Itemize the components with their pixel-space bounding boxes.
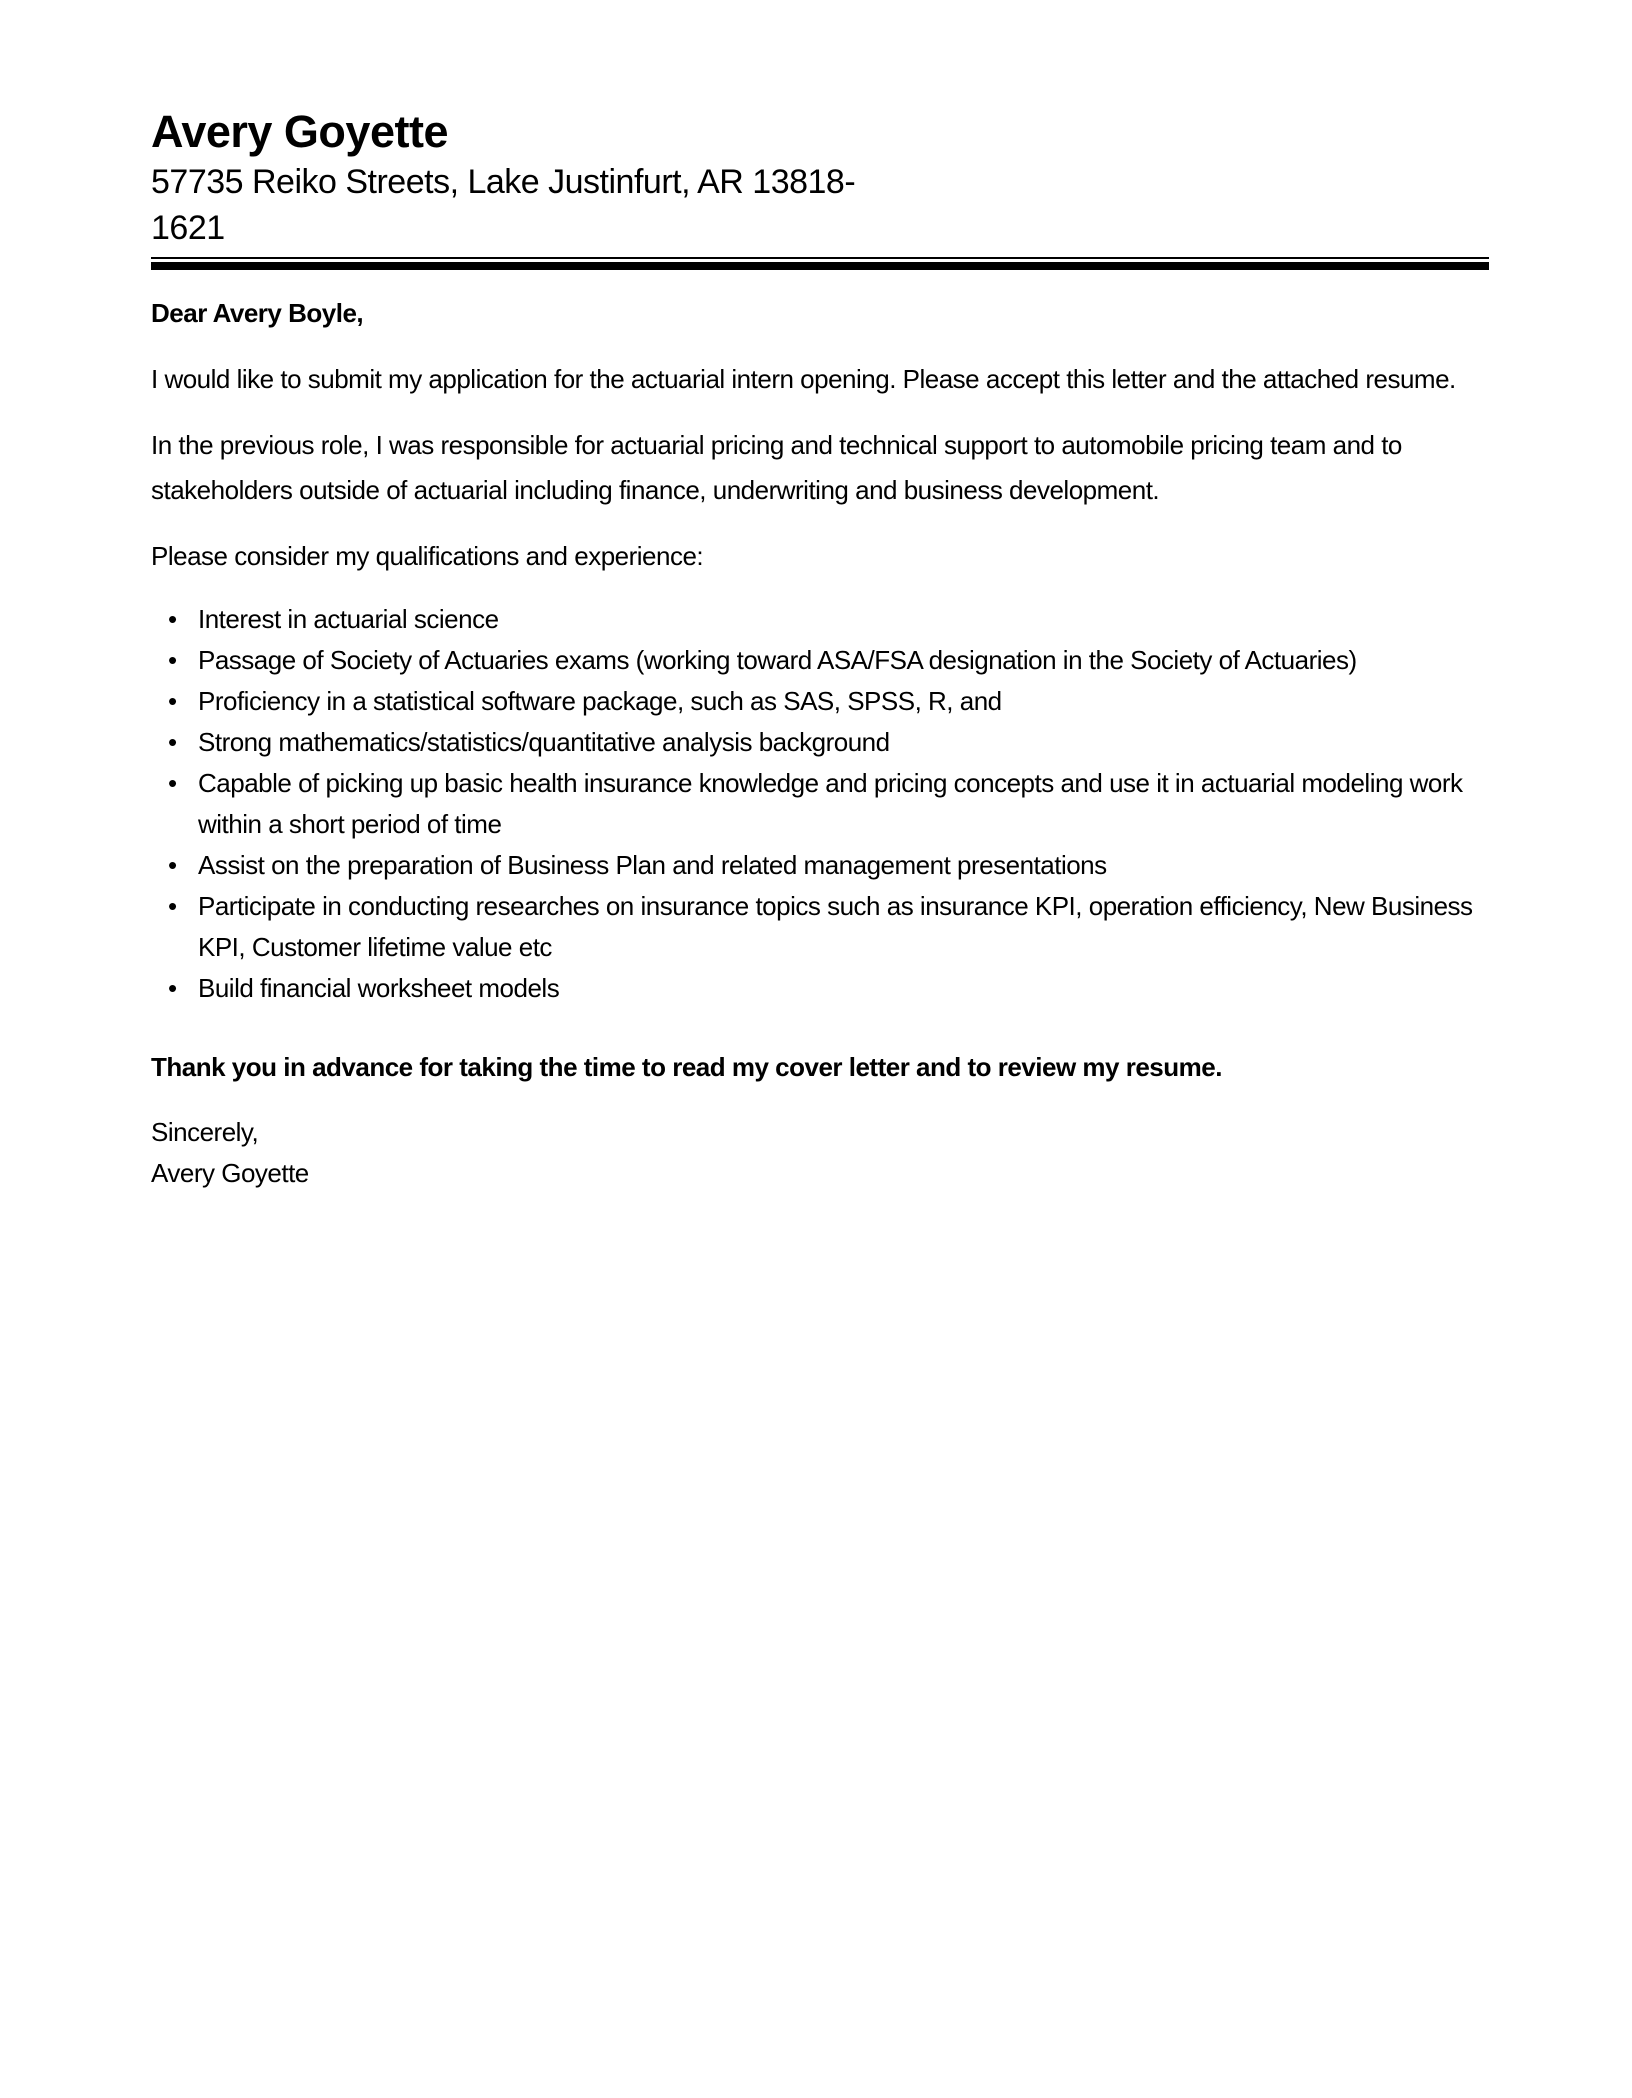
paragraph-qualifications-lead: Please consider my qualifications and experience: bbox=[151, 541, 704, 571]
qualification-item: • Capable of picking up basic health insurance knowledge and pricing concepts and use it in actuarial modeling work within a short period of time bbox=[198, 763, 1489, 845]
sender-address-line-2: 1621 bbox=[151, 209, 225, 247]
qualification-item: • Interest in actuarial science bbox=[198, 599, 1489, 640]
greeting: Dear Avery Boyle, bbox=[151, 298, 364, 328]
letter-body bbox=[151, 291, 1489, 1194]
signoff: Sincerely, bbox=[151, 1117, 259, 1147]
qualification-item: • Strong mathematics/statistics/quantitative analysis background bbox=[198, 722, 1489, 763]
qualification-item: • Participate in conducting researches on insurance topics such as insurance KPI, operation efficiency, New Business KPI, Customer lifetime value etc bbox=[198, 886, 1489, 968]
sender-address-line-1: 57735 Reiko Streets, Lake Justinfurt, AR 13818- bbox=[151, 163, 856, 201]
paragraph-intro: I would like to submit my application for the actuarial intern opening. Please accept this letter and the attached resume. bbox=[151, 364, 1456, 394]
sender-name: Avery Goyette bbox=[151, 106, 448, 157]
closing-statement: Thank you in advance for taking the time to read my cover letter and to review my resume. bbox=[151, 1052, 1222, 1082]
signoff-block bbox=[151, 1112, 1489, 1194]
paragraph-experience: In the previous role, I was responsible for actuarial pricing and technical support to automobile pricing team and to stakeholders outside of actuarial including finance, underwriting and business development. bbox=[151, 430, 1402, 505]
header-divider bbox=[151, 257, 1489, 270]
letter-header bbox=[151, 105, 1489, 270]
qualification-item: • Proficiency in a statistical software package, such as SAS, SPSS, R, and bbox=[198, 681, 1489, 722]
qualification-item: • Assist on the preparation of Business Plan and related management presentations bbox=[198, 845, 1489, 886]
qualifications-list bbox=[151, 599, 1489, 1009]
signature-name: Avery Goyette bbox=[151, 1158, 309, 1188]
qualification-item: • Build financial worksheet models bbox=[198, 968, 1489, 1009]
qualification-item: • Passage of Society of Actuaries exams (working toward ASA/FSA designation in the Society of Actuaries) bbox=[198, 640, 1489, 681]
